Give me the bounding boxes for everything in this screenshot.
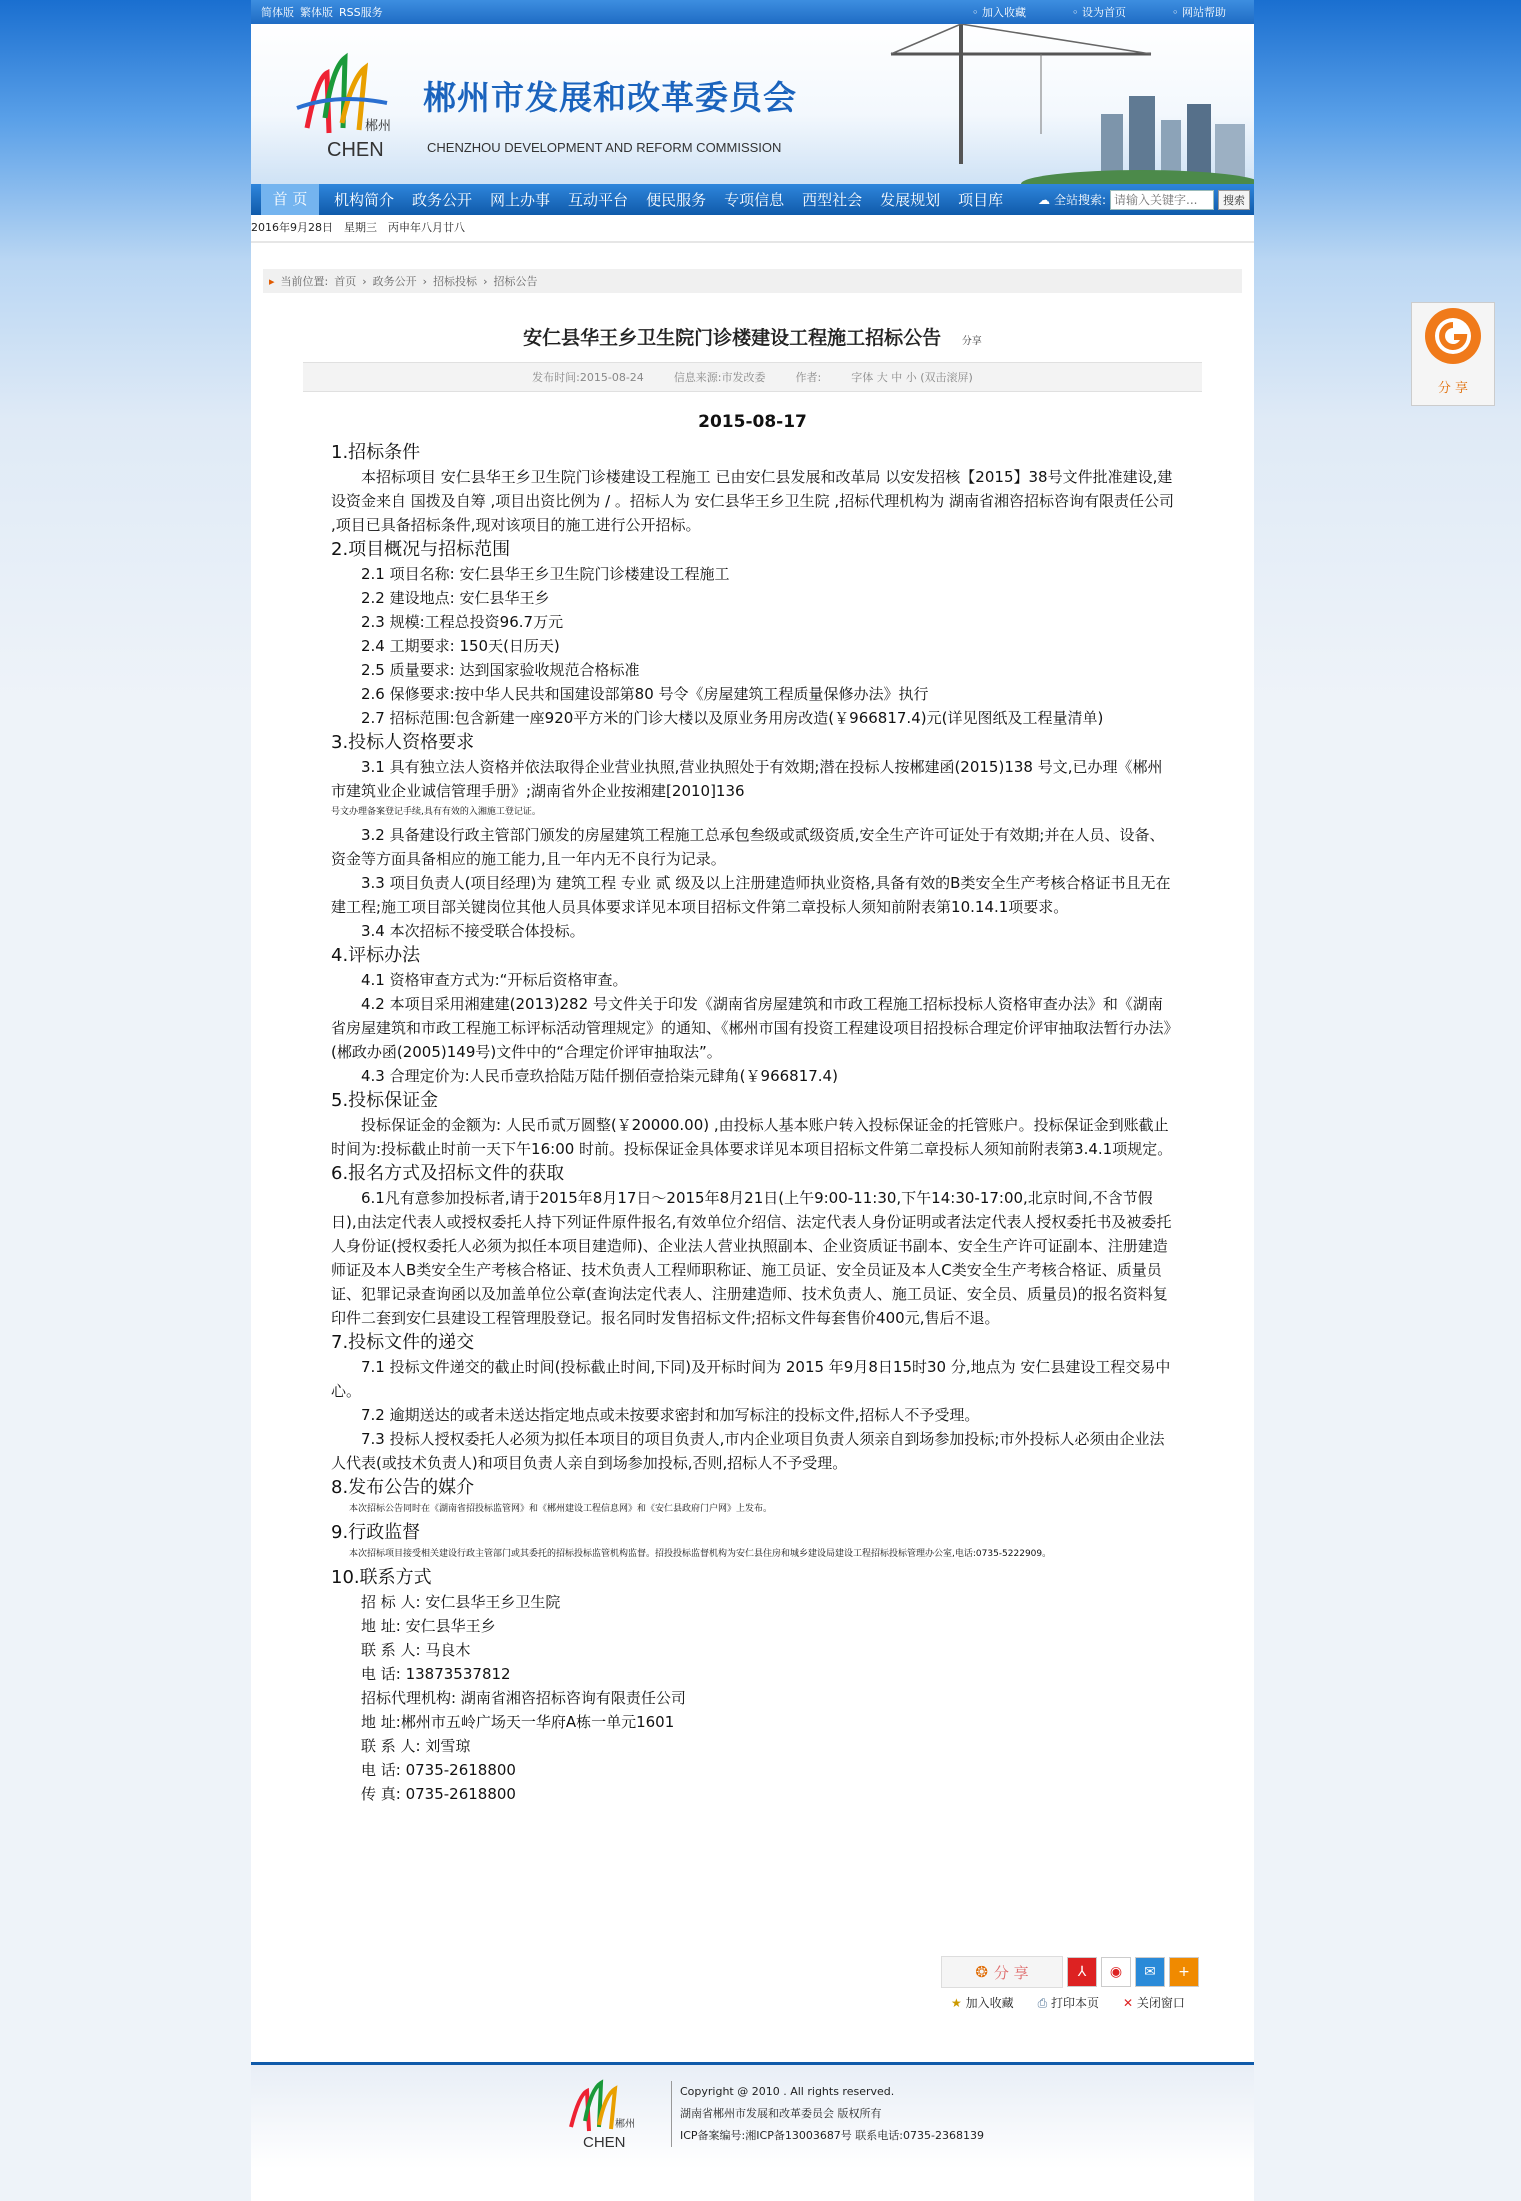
printer-icon: ⎙ [1037,1996,1052,2010]
star-icon: ★ [951,1996,966,2010]
date-bar: 2016年9月28日 星期三 丙申年八月廿八 [251,215,1254,243]
list-item: 2.5 质量要求: 达到国家验收规范合格标准 [361,661,640,679]
crane-skyline-image [811,24,1254,184]
breadcrumb-item[interactable]: 招标公告 [493,275,538,288]
meta-author: 作者: [795,371,822,384]
paragraph: 3.1 具有独立法人资格并依法取得企业营业执照,营业执照处于有效期;潜在投标人按郴建函(2015)138 号文,已办理《郴州市建筑业企业诚信管理手册》;湖南省外企业按湘建[2010]136 [331,758,1163,800]
close-window-button[interactable]: ✕ 关闭窗口 [1123,1996,1185,2010]
search-icon: ☁ [1037,192,1050,207]
site-logo[interactable] [287,48,407,168]
copyright: Copyright @ 2010 . All rights reserved. [680,2085,895,2098]
owner: 湖南省郴州市发展和改革委员会 版权所有 [680,2107,882,2120]
qq-share-icon[interactable]: ✉ [1135,1957,1165,1987]
nav-item-public[interactable]: 政务公开 [412,191,473,209]
paragraph: 7.1 投标文件递交的截止时间(投标截止时间,下同)及开标时间为 2015 年9月8日15时30 分,地点为 安仁县建设工程交易中心。 [331,1358,1171,1400]
icp-info[interactable]: ICP备案编号:湘ICP备13003687号 联系电话:0735-2368139 [680,2129,984,2142]
paragraph: 3.4 本次招标不接受联合体投标。 [361,922,585,940]
contact-line: 电 话: 0735-2618800 [361,1761,516,1779]
breadcrumb: ▸ 当前位置: 首页 › 政务公开 › 招标投标 › 招标公告 [263,269,1242,293]
floating-share-label: 分 享 [1437,381,1469,396]
close-icon: ✕ [1123,1996,1137,2010]
rss-link[interactable]: RSS服务 [339,6,383,19]
paragraph: 投标保证金的金额为: 人民币贰万圆整(￥20000.00) ,由投标人基本账户转入投标保证金的托管账户。投标保证金到账截止时间为:投标截止时前一天下午16:00 时前。投标保证金具体要求详见本项目招标文件第二章投标人须知前附表第3.4.1项规定。 [331,1116,1173,1158]
list-item: 2.6 保修要求:按中华人民共和国建设部第80 号令《房屋建筑工程质量保修办法》执行 [361,685,929,703]
paragraph: 4.3 合理定价为:人民币壹玖拾陆万陆仟捌佰壹拾柒元肆角(￥966817.4) [361,1067,838,1085]
main-nav [251,184,1254,215]
breadcrumb-item[interactable]: 首页 [334,275,357,288]
share-logo-icon: ❂ [975,1963,988,1981]
paragraph: 7.3 投标人授权委托人必须为拟任本项目的项目负责人,市内企业项目负责人须亲自到场参加投标;市外投标人必须由企业法人代表(或技术负责人)和项目负责人亲自到场参加投标,否则,招标人不予受理。 [331,1430,1165,1472]
paragraph: 本招标项目 安仁县华王乡卫生院门诊楼建设工程施工 已由安仁县发展和改革局 以安发招核【2015】38号文件批准建设,建设资金来自 国拨及自筹 ,项目出资比例为 / 。招标人为 安仁县华王乡卫生院 ,招标代理机构为 湖南省湘咨招标咨询有限责任公司 ,项目已具备招标条件,现对该项目的施工进行公开招标。 [331,468,1174,534]
list-item: 2.4 工期要求: 150天(日历天) [361,637,560,655]
site-title: 郴州市发展和改革委员会 [423,78,797,117]
more-share-icon[interactable]: + [1169,1957,1199,1987]
nav-item-society[interactable]: 西型社会 [802,191,863,209]
add-favorite-link[interactable]: ◦ 加入收藏 [972,4,1026,20]
section-heading: 6.报名方式及招标文件的获取 [331,1163,565,1184]
floating-share-widget[interactable] [1411,302,1495,406]
breadcrumb-item[interactable]: 招标投标 [433,275,478,288]
nav-item-service[interactable]: 便民服务 [646,191,707,209]
contact-line: 招标代理机构: 湖南省湘咨招标咨询有限责任公司 [361,1689,686,1707]
contact-line: 招 标 人: 安仁县华王乡卫生院 [361,1593,561,1611]
article-body [251,410,1254,1806]
share-small-button[interactable]: 分享 [961,336,982,347]
article-tools [941,1956,1199,2011]
search-area [1038,190,1254,210]
search-button[interactable]: 搜索 [1218,190,1250,210]
traditional-link[interactable]: 繁体版 [300,6,333,19]
section-heading: 3.投标人资格要求 [331,732,475,753]
search-label: 全站搜索: [1053,193,1106,207]
nav-item-home[interactable]: 首 页 [261,184,319,215]
footer-logo [557,2077,647,2153]
article-title-row [251,323,1254,350]
section-heading: 10.联系方式 [331,1567,432,1588]
weibo-share-icon[interactable]: ◉ [1101,1957,1131,1987]
svg-text:CHEN: CHEN [583,2134,626,2151]
page [251,0,1254,2201]
font-size-controls[interactable]: 字体 大 中 小 (双击滚屏) [851,371,973,384]
list-item: 2.7 招标范围:包含新建一座920平方米的门诊大楼以及原业务用房改造(￥966817.4)元(详见图纸及工程量清单) [361,709,1104,727]
section-heading: 2.项目概况与招标范围 [331,539,511,560]
small-note: 号文办理备案登记手续,具有有效的入湘施工登记证。 [331,807,541,817]
banner [251,24,1254,184]
nav-item-planning[interactable]: 发展规划 [880,191,941,209]
nav-item-projects[interactable]: 项目库 [958,191,1004,209]
print-button[interactable]: ⎙ 打印本页 [1037,1996,1100,2010]
article-date: 2015-08-17 [698,412,807,432]
footer-text [671,2081,984,2147]
nav-item-interact[interactable]: 互动平台 [568,191,629,209]
share-button[interactable] [941,1956,1063,1988]
section-heading: 4.评标办法 [331,945,421,966]
tool-links [941,1994,1199,2011]
section-heading: 7.投标文件的递交 [331,1332,475,1353]
breadcrumb-item[interactable]: 政务公开 [372,275,417,288]
paragraph: 6.1凡有意参加投标者,请于2015年8月17日～2015年8月21日(上午9:00-11:30,下午14:30-17:00,北京时间,不含节假日),由法定代表人或授权委托人持下列证件原件报名,有效单位介绍信、法定代表人身份证明或者法定代表人授权委托书及被委托人身份证(授权委托人必须为拟任本项目建造师)、企业法人营业执照副本、企业资质证书副本、安全生产许可证副本、注册建造师证及本人B类安全生产考核合格证、技术负责人工程师职称证、施工员证、安全员证及本人C类安全生产考核合格证、质量员证、犯罪记录查询函以及加盖单位公章(查询法定代表人、注册建造师、技术负责人、施工员证、安全员、质量员)的报名资料复印件二套到安仁县建设工程管理股登记。报名同时发售招标文件;招标文件每套售价400元,售后不退。 [331,1189,1172,1327]
article-title: 安仁县华王乡卫生院门诊楼建设工程施工招标公告 [523,327,942,349]
nav-item-online[interactable]: 网上办事 [490,191,551,209]
nav-item-about[interactable]: 机构简介 [334,191,395,209]
breadcrumb-arrow-icon: ▸ [269,274,275,288]
section-heading: 1.招标条件 [331,442,421,463]
section-heading: 8.发布公告的媒介 [331,1477,475,1498]
paragraph: 4.2 本项目采用湘建建(2013)282 号文件关于印发《湖南省房屋建筑和市政工程施工招标投标人资格审查办法》和《湖南省房屋建筑和市政工程施工标评标活动管理规定》的通知、《郴州市国有投资工程建设项目招投标合理定价评审抽取法暂行办法》(郴政办函(2005)149号)文件中的“合理定价评审抽取法”。 [331,995,1172,1061]
share-logo-icon [1420,303,1486,369]
simplified-link[interactable]: 简体版 [261,6,294,19]
small-note: 本次招标公告同时在《湖南省招投标监管网》和《郴州建设工程信息网》和《安仁县政府门户网》上发布。 [349,1504,773,1514]
contact-line: 地 址:郴州市五岭广场天一华府A栋一单元1601 [361,1713,675,1731]
svg-text:郴州: 郴州 [365,119,392,134]
help-link[interactable]: ◦ 网站帮助 [1172,4,1226,20]
site-subtitle: CHENZHOU DEVELOPMENT AND REFORM COMMISSION [427,140,782,155]
list-item: 2.3 规模:工程总投资96.7万元 [361,613,564,631]
contact-line: 传 真: 0735-2618800 [361,1785,516,1803]
paragraph: 7.2 逾期送达的或者未送达指定地点或未按要求密封和加写标注的投标文件,招标人不予受理。 [361,1406,980,1424]
share-bar [941,1956,1199,1988]
article-meta [303,362,1202,392]
section-heading: 5.投标保证金 [331,1090,439,1111]
contact-line: 联 系 人: 刘雪琼 [361,1737,471,1755]
section-heading: 9.行政监督 [331,1522,421,1543]
meta-time: 发布时间:2015-08-24 [532,371,644,384]
paragraph: 4.1 资格审查方式为:“开标后资格审查。 [361,971,628,989]
contact-line: 电 话: 13873537812 [361,1665,511,1683]
contact-line: 地 址: 安仁县华王乡 [361,1617,496,1635]
breadcrumb-label: 当前位置: [280,275,329,288]
small-note: 本次招标项目接受相关建设行政主管部门或其委托的招标投标监管机构监督。招投投标监督机构为安仁县住房和城乡建设局建设工程招标投标管理办公室,电话:0735-5222909。 [349,1549,1052,1559]
paragraph: 3.3 项目负责人(项目经理)为 建筑工程 专业 贰 级及以上注册建造师执业资格,具备有效的B类安全生产考核合格证书且无在建工程;施工项目部关键岗位其他人员具体要求详见本项目招标文件第二章投标人须知前附表第10.14.1项要求。 [331,874,1171,916]
paragraph: 3.2 具备建设行政主管部门颁发的房屋建筑工程施工总承包叁级或贰级资质,安全生产许可证处于有效期;并在人员、设备、资金等方面具备相应的施工能力,且一年内无不良行为记录。 [331,826,1165,868]
nav-item-special[interactable]: 专项信息 [724,191,785,209]
svg-text:郴州: 郴州 [615,2119,635,2130]
set-home-link[interactable]: ◦ 设为首页 [1072,4,1126,20]
pdf-share-icon[interactable]: ⅄ [1067,1957,1097,1987]
share-label: 分 享 [993,1963,1029,1982]
footer [251,2062,1254,2169]
list-item: 2.2 建设地点: 安仁县华王乡 [361,589,550,607]
meta-source: 信息来源:市发改委 [673,371,766,384]
list-item: 2.1 项目名称: 安仁县华王乡卫生院门诊楼建设工程施工 [361,565,730,583]
search-input[interactable] [1110,190,1214,210]
add-favorite-button[interactable]: ★ 加入收藏 [951,1996,1014,2010]
svg-text:CHEN: CHEN [327,139,384,161]
top-bar [251,0,1254,24]
contact-line: 联 系 人: 马良木 [361,1641,471,1659]
